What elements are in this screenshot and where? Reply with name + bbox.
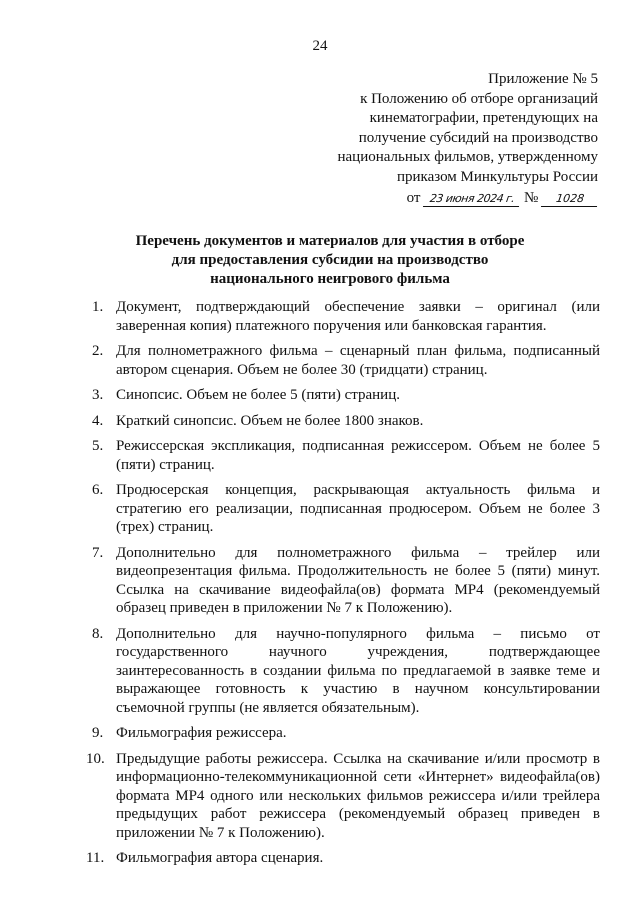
list-item bbox=[92, 625, 600, 718]
appendix-line: национальных фильмов, утвержденному bbox=[337, 149, 598, 165]
list-item bbox=[92, 298, 600, 335]
item-text: Фильмография автора сценария. bbox=[116, 850, 324, 866]
list-item bbox=[86, 849, 600, 868]
documents-list bbox=[86, 298, 600, 875]
list-item bbox=[92, 386, 600, 405]
item-number: 11. bbox=[86, 850, 105, 866]
appendix-line: получение субсидий на производство bbox=[358, 129, 598, 146]
item-number: 1. bbox=[92, 299, 104, 315]
list-item bbox=[92, 481, 600, 537]
order-date-handwritten: 23 июня 2024 г. bbox=[423, 192, 521, 207]
list-item bbox=[92, 412, 600, 431]
item-text: Краткий синопсис. Объем не более 1800 знаков. bbox=[116, 412, 424, 429]
item-text: Продюсерская концепция, раскрывающая актуальность фильма и стратегию его реализации, подписанная продюсером. Объем не более 3 (трех) страниц. bbox=[116, 482, 600, 535]
list-item bbox=[92, 437, 600, 474]
item-number: 4. bbox=[92, 412, 104, 429]
item-number: 9. bbox=[92, 725, 104, 741]
title-line: Перечень документов и материалов для участия в отборе bbox=[135, 233, 525, 249]
item-number: 3. bbox=[92, 387, 104, 403]
appendix-header bbox=[298, 70, 598, 209]
list-item bbox=[92, 342, 600, 379]
item-number: 7. bbox=[92, 544, 104, 561]
document-title bbox=[60, 232, 600, 289]
order-number-sign: № bbox=[523, 190, 539, 206]
item-text: Документ, подтверждающий обеспечение заявки – оригинал (или заверенная копия) платежного поручения или банковская гарантия. bbox=[116, 299, 600, 334]
item-text: Синопсис. Объем не более 5 (пяти) страниц. bbox=[116, 387, 400, 403]
appendix-line: к Положению об отборе организаций bbox=[360, 90, 598, 107]
item-text: Для полнометражного фильма – сценарный план фильма, подписанный автором сценария. Объем не более 30 (тридцати) страниц. bbox=[116, 343, 600, 378]
appendix-line: кинематографии, претендующих на bbox=[369, 110, 598, 126]
item-text: Фильмография режиссера. bbox=[116, 725, 287, 741]
item-number: 5. bbox=[92, 438, 104, 454]
list-item bbox=[92, 544, 600, 618]
item-text: Дополнительно для научно-популярного фильма – письмо от государственного научного учреждения, подтверждающее заинтересованность в создании фильма по предлагаемой в заявке теме и выражающее готовность к участию в научном консультировании съемочной группы (не является обязательным). bbox=[116, 625, 600, 716]
list-item bbox=[86, 750, 600, 843]
item-text: Режиссерская экспликация, подписанная режиссером. Объем не более 5 (пяти) страниц. bbox=[116, 438, 600, 473]
order-prefix: от bbox=[406, 190, 421, 206]
appendix-line: приказом Минкультуры России bbox=[396, 168, 598, 185]
item-number: 6. bbox=[92, 482, 104, 498]
item-number: 8. bbox=[92, 625, 104, 642]
page-number: 24 bbox=[312, 38, 328, 54]
list-item bbox=[92, 724, 600, 743]
order-reference bbox=[298, 189, 598, 209]
title-line: для предоставления субсидии на производство bbox=[171, 252, 489, 268]
item-number: 10. bbox=[86, 750, 105, 767]
title-line: национального неигрового фильма bbox=[210, 271, 450, 287]
order-number-handwritten: 1028 bbox=[541, 192, 599, 207]
item-number: 2. bbox=[92, 343, 104, 359]
appendix-line: Приложение № 5 bbox=[488, 71, 598, 87]
item-text: Предыдущие работы режиссера. Ссылка на скачивание и/или просмотр в информационно-телекоммуникационной сети «Интернет» видеофайла(ов) формата MP4 одного или нескольких фильмов режиссера и/или трейлера предыдущих работ режиссера (рекомендуемый образец приведен в приложении № 7 к Положению). bbox=[116, 750, 600, 841]
item-text: Дополнительно для полнометражного фильма – трейлер или видеопрезентация фильма. Продолжительность не более 5 (пяти) минут. Ссылка на скачивание видеофайла(ов) формата MP4 (рекомендуемый образец приведен в приложении № 7 к Положению). bbox=[116, 544, 600, 616]
